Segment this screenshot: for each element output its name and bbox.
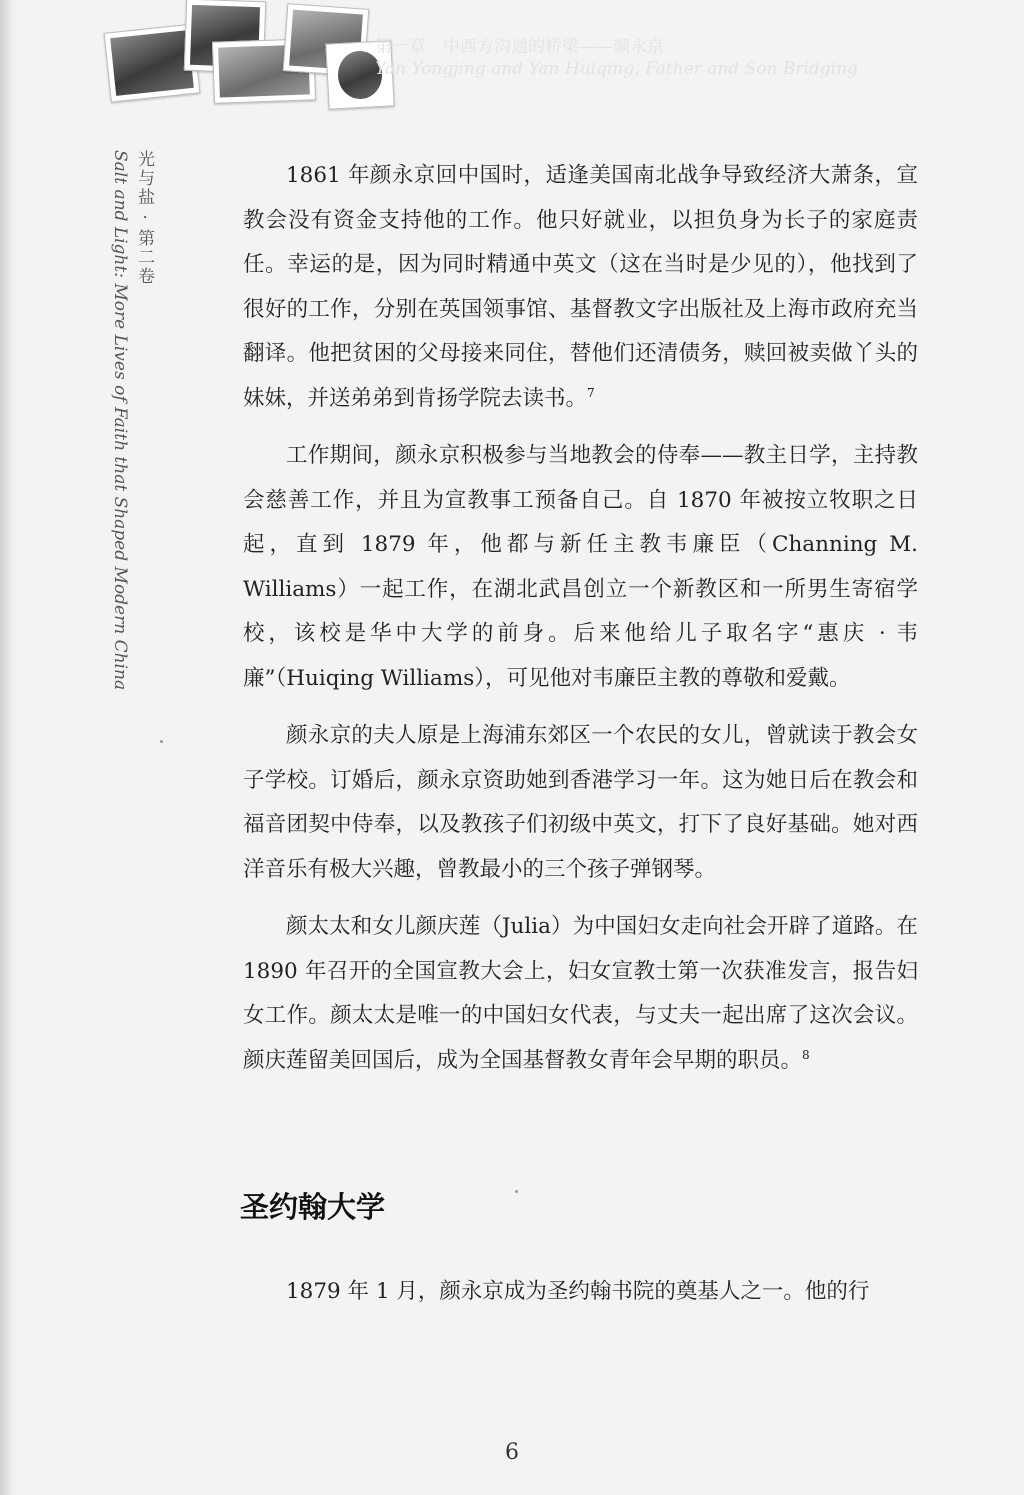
paragraph bbox=[243, 434, 918, 701]
running-title-en: Yan Yongjing and Yan Huiqing, Father and Son Bridging bbox=[375, 59, 858, 79]
paragraph-text: 工作期间，颜永京积极参与当地教会的侍奉——教主日学，主持教会慈善工作，并且为宣教事工预备自己。自 1870 年被按立牧职之日起，直到 1879 年，他都与新任主教韦廉臣（Channing M. Williams）一起工作，在湖北武昌创立一个新教区和一所男生寄宿学校，该校是华中大学的前身。后来他给儿子取名字“惠庆 · 韦廉”（Huiqing Williams），可见他对韦廉臣主教的尊敬和爱戴。 bbox=[243, 443, 918, 691]
side-running-title bbox=[108, 150, 156, 690]
paragraph-text: 颜永京的夫人原是上海浦东郊区一个农民的女儿，曾就读于教会女子学校。订婚后，颜永京资助她到香港学习一年。这为她日后在教会和福音团契中侍奉，以及教孩子们初级中英文，打下了良好基础。她对西洋音乐有极大兴趣，曾教最小的三个孩子弹钢琴。 bbox=[243, 723, 918, 882]
paragraph-text: 1861 年颜永京回中国时，适逢美国南北战争导致经济大萧条，宣教会没有资金支持他的工作。他只好就业，以担负身为长子的家庭责任。幸运的是，因为同时精通中英文（这在当时是少见的），他找到了很好的工作，分别在英国领事馆、基督教文字出版社及上海市政府充当翻译。他把贫困的父母接来同住，替他们还清债务，赎回被卖做丫头的妹妹，并送弟弟到肯扬学院去读书。 bbox=[243, 163, 918, 411]
running-title-zh: 第一章 中西方沟通的桥梁——颜永京 bbox=[375, 37, 664, 57]
paragraph bbox=[243, 714, 918, 892]
footnote-ref: 7 bbox=[587, 385, 595, 400]
page-number: 6 bbox=[505, 1440, 519, 1465]
book-title-zh: 光与盐 · 第二卷 bbox=[134, 150, 154, 287]
book-title-en: Salt and Light: More Lives of Faith that Shaped Modern China bbox=[110, 150, 130, 691]
page-gutter-shadow bbox=[0, 0, 18, 1495]
print-speck bbox=[160, 740, 163, 743]
paragraph: 1879 年 1 月，颜永京成为圣约翰书院的奠基人之一。他的行 bbox=[286, 1279, 870, 1304]
header-photo-collage bbox=[95, 0, 395, 115]
section-body-text bbox=[243, 1270, 918, 1328]
section-heading: 圣约翰大学 bbox=[240, 1190, 386, 1224]
print-speck bbox=[515, 1190, 518, 1193]
footnote-ref: 8 bbox=[802, 1047, 810, 1062]
paragraph-text: 颜太太和女儿颜庆莲（Julia）为中国妇女走向社会开辟了道路。在 1890 年召开的全国宣教大会上，妇女宣教士第一次获准发言，报告妇女工作。颜太太是唯一的中国妇女代表，与丈夫一起出席了这次会议。颜庆莲留美回国后，成为全国基督教女青年会早期的职员。 bbox=[243, 914, 918, 1073]
body-text bbox=[243, 154, 918, 1096]
running-header-bleedthrough bbox=[375, 36, 995, 80]
paragraph bbox=[243, 905, 918, 1083]
paragraph bbox=[243, 154, 918, 421]
